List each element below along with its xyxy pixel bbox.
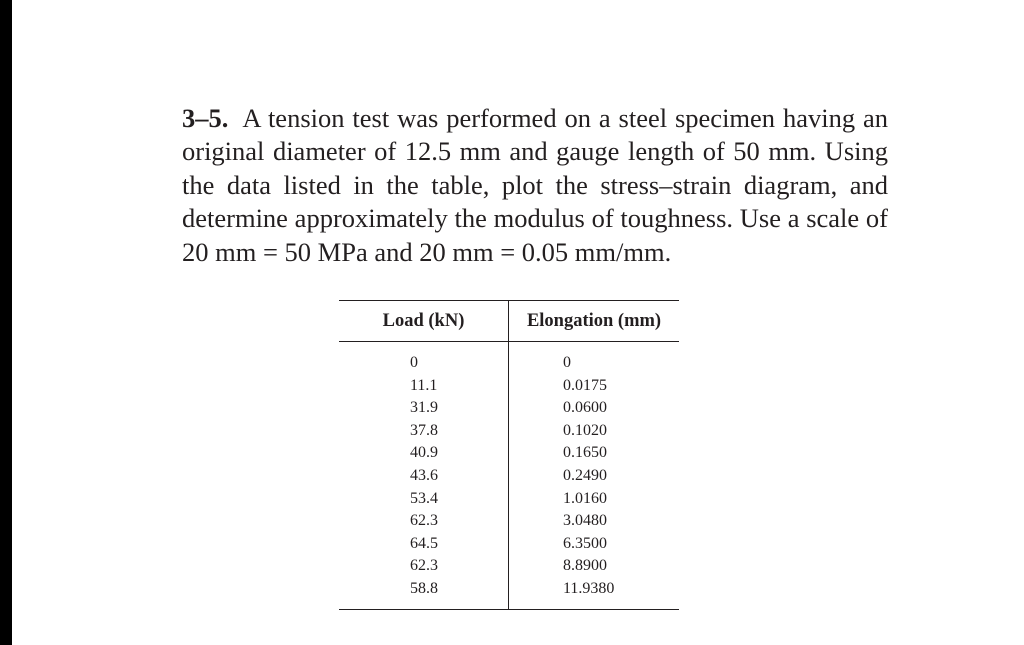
load-elongation-table: [339, 300, 679, 610]
header-load: Load (kN): [339, 301, 509, 342]
load-cell: 37.8: [339, 420, 509, 443]
elongation-cell: 0.1020: [563, 421, 607, 439]
left-edge-bar: [0, 0, 12, 645]
load-cell: 31.9: [339, 397, 509, 420]
table-row: [339, 578, 679, 609]
load-cell: 11.1: [339, 375, 509, 398]
table-row: [339, 555, 679, 578]
load-cell: 62.3: [339, 555, 509, 578]
load-cell: 0: [339, 342, 509, 375]
elongation-cell: 0.0600: [563, 399, 607, 417]
load-cell: 40.9: [339, 442, 509, 465]
table-row: [339, 397, 679, 420]
load-cell: 43.6: [339, 465, 509, 488]
problem-number: 3–5.: [182, 102, 229, 133]
elongation-cell: 0.0175: [563, 376, 607, 394]
table-row: [339, 488, 679, 511]
load-cell: 53.4: [339, 488, 509, 511]
elongation-cell: 1.0160: [563, 489, 607, 507]
elongation-cell: 0.1650: [563, 444, 607, 462]
elongation-cell: 6.3500: [563, 534, 607, 552]
table-row: [339, 533, 679, 556]
table-header-row: [339, 301, 679, 342]
problem-text: A tension test was performed on a steel specimen having an original diameter of 12.5 mm and gauge length of 50 mm. Using the data listed in the table, plot the stress–strain diagram, and determine approximately the modulus of toughness. Use a scale of 20 mm = 50 MPa and 20 mm = 0.05 mm/mm.: [182, 102, 888, 267]
table-row: [339, 420, 679, 443]
load-cell: 58.8: [339, 578, 509, 609]
elongation-cell: 0: [563, 354, 571, 371]
problem-statement: [182, 102, 888, 270]
table-row: [339, 342, 679, 375]
elongation-cell: 8.8900: [563, 557, 607, 575]
elongation-cell: 3.0480: [563, 512, 607, 530]
table-row: [339, 375, 679, 398]
load-cell: 62.3: [339, 510, 509, 533]
elongation-cell: 0.2490: [563, 466, 607, 484]
load-cell: 64.5: [339, 533, 509, 556]
table-row: [339, 442, 679, 465]
table-row: [339, 465, 679, 488]
header-elongation: Elongation (mm): [509, 301, 680, 342]
elongation-cell: 11.9380: [509, 578, 680, 609]
table-row: [339, 510, 679, 533]
